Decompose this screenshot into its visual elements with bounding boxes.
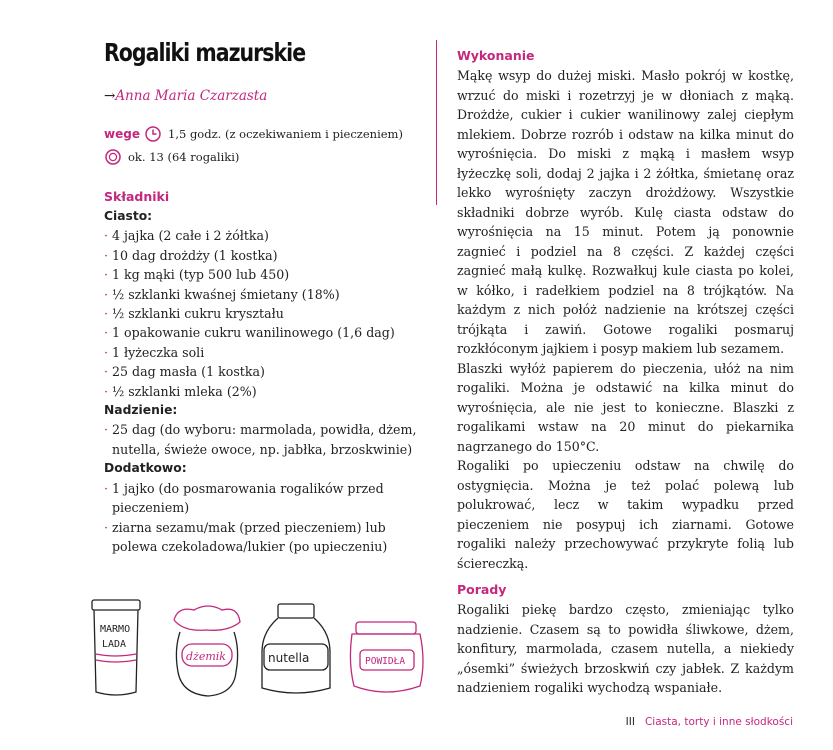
bullet-icon: · (104, 228, 109, 244)
ingredient-item (104, 518, 424, 557)
jar-label-3: nutella (268, 651, 310, 665)
ingredient-text: 25 dag masła (1 kostka) (112, 364, 265, 380)
ingredient-text: 10 dag drożdży (1 kostka) (112, 247, 278, 263)
bullet-icon: · (104, 519, 109, 535)
ingredient-text: ½ szklanki cukru kryształu (112, 306, 284, 322)
bullet-icon: · (104, 325, 109, 341)
time-text: 1,5 godz. (z oczekiwaniem i pieczeniem) (168, 127, 403, 141)
diet-badge: wege (104, 127, 140, 141)
ingredient-group-heading: Dodatkowo: (104, 461, 187, 476)
author-line (104, 88, 267, 104)
section-name: Ciasta, torty i inne słodkości (644, 716, 793, 728)
jar-label-1b: LADA (102, 639, 127, 650)
method-paragraph: Rogaliki po upieczeniu odstaw na chwilę do ostygnięcia. Można je też polać polewą lub polukrować, lecz w takim wypadku przed pieczeniem nie posypuj ich ziarnami. Gotowe rogaliki należy przechowywać przykryte folią lub ściereczką. (457, 458, 794, 571)
ingredient-text: 1 jajko (do posmarowania rogalików przed pieczeniem) (112, 480, 384, 516)
accent-rule (436, 40, 437, 205)
ingredient-text: 25 dag (do wyboru: marmolada, powidła, dżem, nutella, świeże owoce, np. jabłka, brzoskwinie) (112, 422, 417, 457)
jar-label-2: dżemik (186, 650, 226, 663)
jar-label-1: MARMO (100, 624, 131, 635)
ingredient-text: 1 łyżeczka soli (112, 344, 205, 360)
jars-illustration (78, 592, 448, 712)
bullet-icon: · (104, 364, 109, 380)
ingredient-item (104, 246, 424, 265)
page-number: III (625, 716, 635, 728)
servings-icon (104, 148, 122, 166)
bullet-icon: · (104, 344, 109, 360)
ingredient-item (104, 304, 424, 323)
nutella-jar (262, 604, 330, 693)
ingredient-item (104, 285, 424, 304)
clock-icon (144, 125, 162, 143)
bullet-icon: · (104, 306, 109, 322)
ingredient-text: ½ szklanki kwaśnej śmietany (18%) (112, 286, 340, 302)
ingredient-item (104, 382, 424, 401)
servings-text: ok. 13 (64 rogaliki) (128, 150, 240, 164)
bullet-icon: · (104, 383, 109, 399)
ingredient-item (104, 479, 424, 518)
ingredient-text: 1 kg mąki (typ 500 lub 450) (112, 267, 290, 283)
jar-label-4: POWIDŁA (365, 656, 406, 667)
bullet-icon: · (104, 267, 109, 283)
ingredient-item (104, 343, 424, 362)
tips-heading: Porady (457, 582, 507, 597)
bullet-icon: · (104, 480, 109, 496)
ingredient-text: ziarna sezamu/mak (przed pieczeniem) lub polewa czekoladowa/lukier (po upieczeniu) (112, 519, 388, 554)
ingredients-list (104, 207, 424, 556)
ingredient-item (104, 362, 424, 381)
page-footer (626, 716, 793, 728)
ingredients-heading: Składniki (104, 189, 170, 204)
ingredient-item (104, 323, 424, 342)
tips-text (457, 600, 794, 698)
method-heading: Wykonanie (457, 48, 535, 63)
bullet-icon: · (104, 247, 109, 263)
ingredient-item (104, 226, 424, 245)
time-row (104, 125, 403, 143)
ingredient-item (104, 420, 424, 459)
tips-paragraph: Rogaliki piekę bardzo często, zmieniając tylko nadzienie. Czasem są to powidła śliwkowe, dżem, konfitury, marmolada, czasem nutella, a niekiedy „ósemki” świeżych brzoskwiń czy jabłek. Z każdym nadzieniem rogaliki wychodzą wspaniałe. (457, 602, 794, 695)
servings-row (104, 148, 239, 166)
bullet-icon: · (104, 286, 109, 302)
method-paragraph: Blaszki wyłóż papierem do pieczenia, ułóż na nim rogaliki. Można je odstawić na kilka minut do wyrośnięcia, ale nie jest to konieczne. Blaszki z rogalikami wstaw na 20 minut do piekarnika nagrzanego do 150°C. (457, 360, 794, 454)
author-name: Anna Maria Czarzasta (115, 88, 268, 104)
arrow-icon: → (104, 88, 116, 104)
method-paragraph: Mąkę wsyp do dużej miski. Masło pokrój w kostkę, wrzuć do miski i rozetrzyj je w dłoniach z mąką. Drożdże, cukier i cukier wanilinowy zalej ciepłym mlekiem. Dobrze rozrób i odstaw na kilka minut do wyrośnięcia. Do miski z mąką i masłem wsyp łyżeczkę soli, dodaj 2 jajka i 2 żółtka, śmietanę oraz lekko wyrośnięty zaczyn drożdżowy. Wszystkie składniki dobrze wyrób. Kulę ciasta odstaw do wyrośnięcia na 15 minut. Potem ją ponownie zagnieć i podziel na 8 części. Z każdej części zagnieć małą kulkę. Rozwałkuj kule ciasta po kolei, w kółko, i radełkiem podziel na 8 trójkątów. Na każdym z nich połóż nadzienie na krótszej części trójkąta i zawiń. Gotowe rogaliki posmaruj rozkłóconym jajkiem i posyp makiem lub sezamem. (457, 68, 794, 356)
ingredient-text: 4 jajka (2 całe i 2 żółtka) (112, 228, 269, 244)
ingredient-item (104, 265, 424, 284)
method-text (457, 66, 794, 573)
recipe-title: Rogaliki mazurskie (104, 38, 306, 67)
ingredient-text: 1 opakowanie cukru wanilinowego (1,6 dag) (112, 325, 395, 341)
ingredient-text: ½ szklanki mleka (2%) (112, 383, 257, 399)
bullet-icon: · (104, 422, 109, 438)
ingredient-group-heading: Nadzienie: (104, 403, 178, 418)
ingredient-group-heading: Ciasto: (104, 209, 153, 223)
